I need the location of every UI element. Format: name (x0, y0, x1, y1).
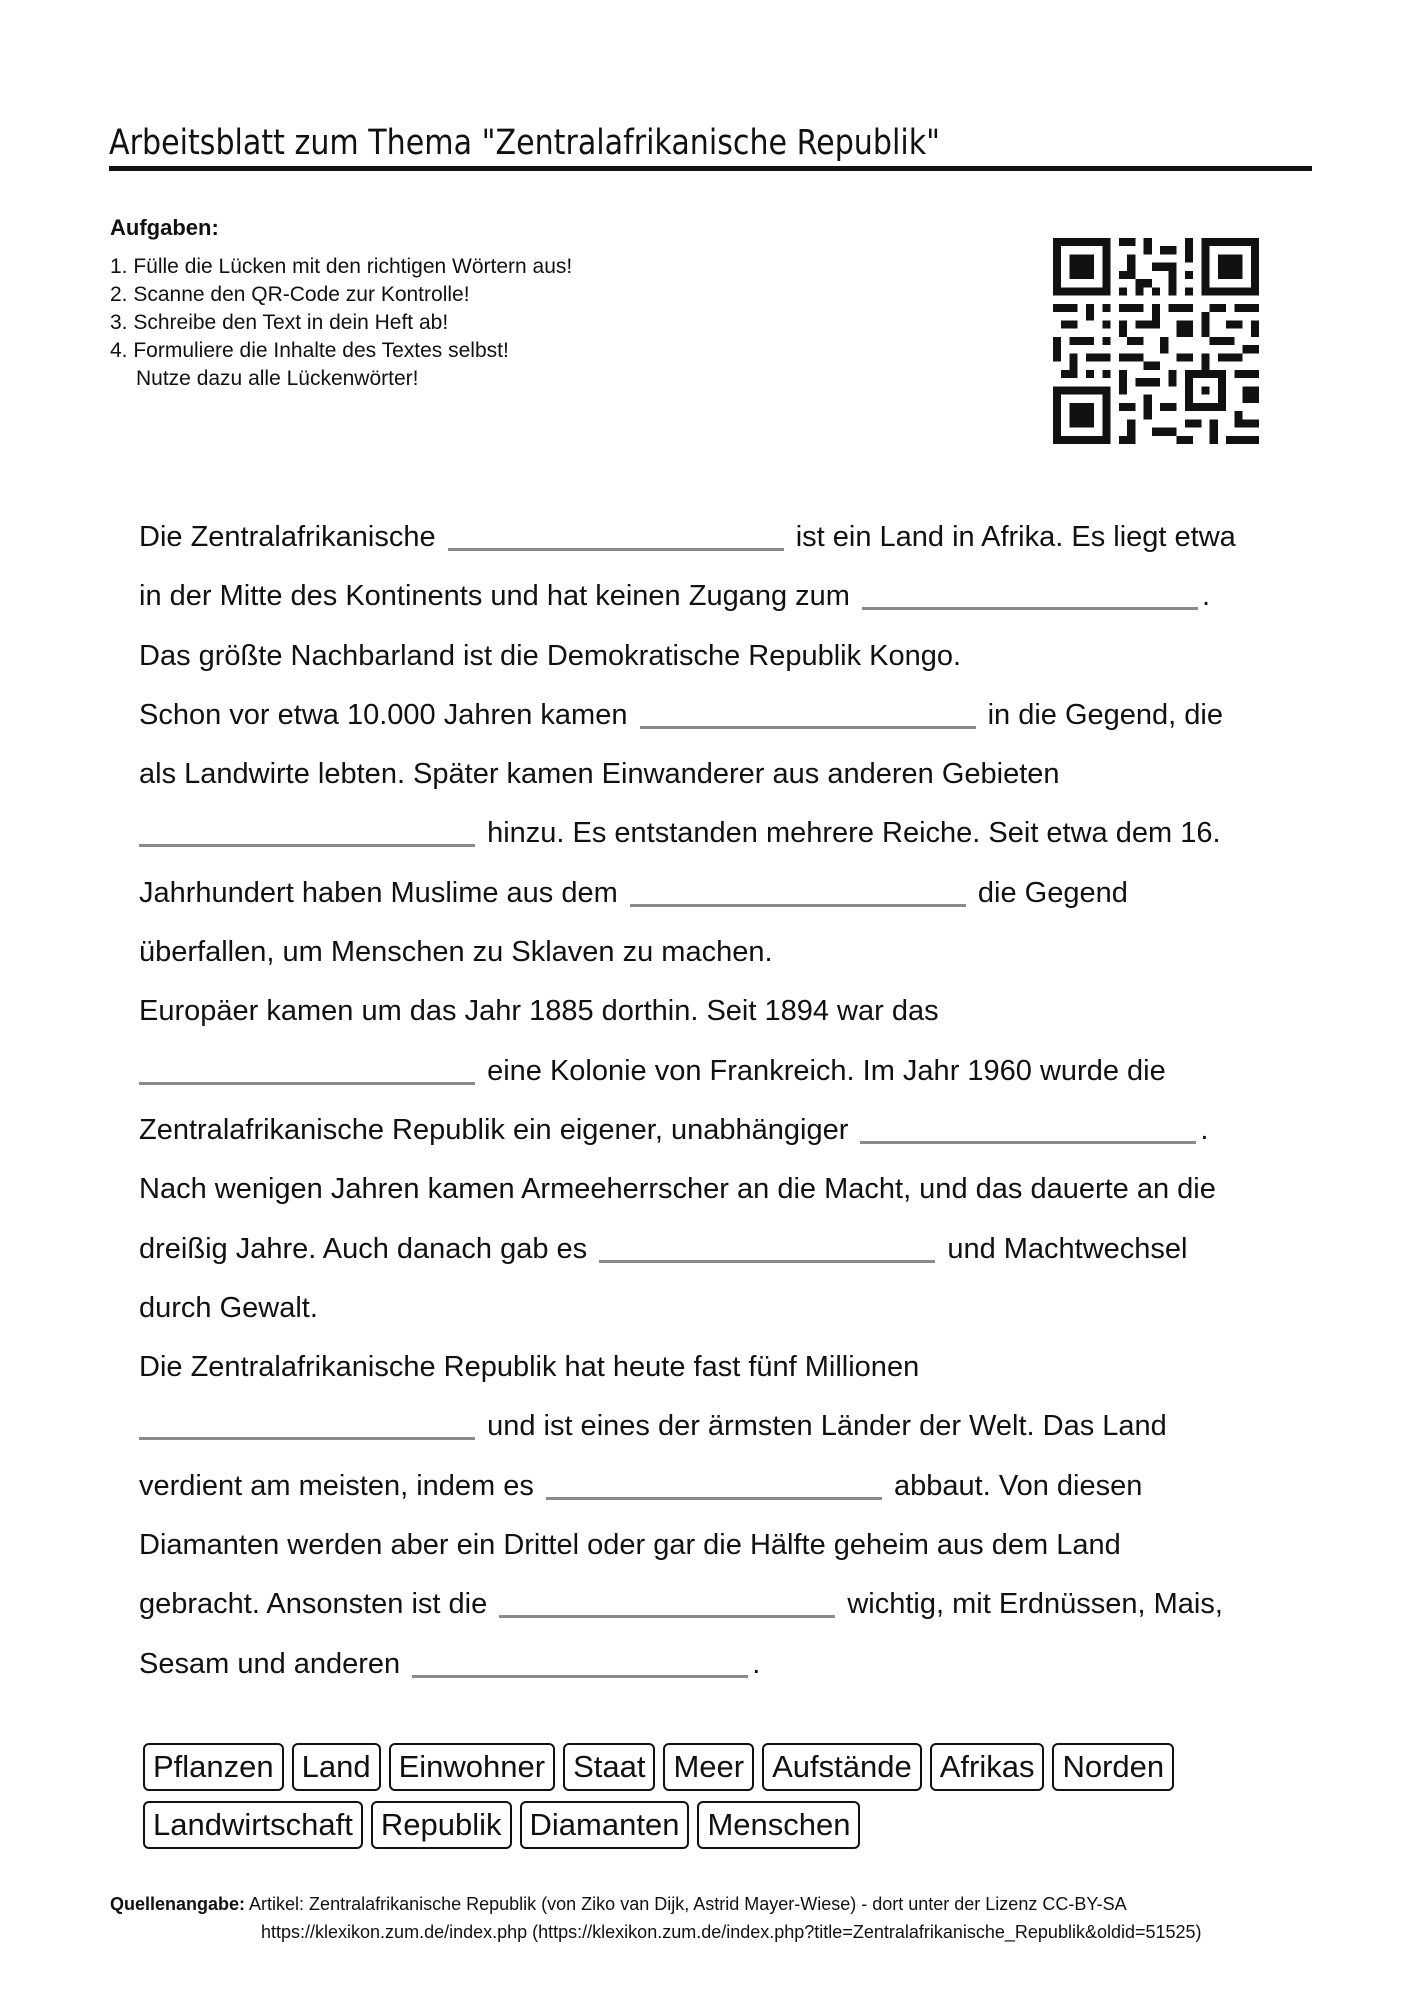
cloze-text (139, 508, 1299, 1694)
word-chip[interactable]: Afrikas (930, 1743, 1045, 1791)
tasks-list (110, 253, 572, 393)
text-line: dreißig Jahre. Auch danach gab es und Machtwechsel (139, 1232, 1188, 1265)
text-line: überfallen, um Menschen zu Sklaven zu machen. (139, 936, 773, 969)
task-item: 2. Scanne den QR-Code zur Kontrolle! (110, 283, 470, 306)
text-line: eine Kolonie von Frankreich. Im Jahr 1960 wurde die (139, 1042, 1299, 1101)
source-url[interactable]: https://klexikon.zum.de/index.php (https://klexikon.zum.de/index.php?title=Zentralafrikanische_Republik&oldid=51525) (261, 1922, 1202, 1942)
word-chip[interactable]: Land (292, 1743, 381, 1791)
blank-gap[interactable] (546, 1471, 882, 1500)
text-line: Die Zentralafrikanische ist ein Land in Afrika. Es liegt etwa (139, 521, 1236, 553)
source-text: Artikel: Zentralafrikanische Republik (von Ziko van Dijk, Astrid Mayer-Wiese) - dort unter der Lizenz CC-BY-SA (249, 1894, 1127, 1914)
text-line: Schon vor etwa 10.000 Jahren kamen in die Gegend, die (139, 698, 1223, 731)
word-chip[interactable]: Staat (563, 1743, 655, 1791)
blank-gap[interactable] (412, 1649, 748, 1678)
text-line: Europäer kamen um das Jahr 1885 dorthin. Seit 1894 war das (139, 995, 939, 1028)
blank-gap[interactable] (448, 522, 784, 551)
text-line: Das größte Nachbarland ist die Demokratische Republik Kongo. (139, 639, 962, 672)
text-line: verdient am meisten, indem es abbaut. Von diesen (139, 1469, 1143, 1502)
text-line: hinzu. Es entstanden mehrere Reiche. Seit etwa dem 16. (139, 804, 1299, 863)
tasks-heading: Aufgaben: (110, 215, 219, 240)
text-line: Nach wenigen Jahren kamen Armeeherrscher an die Macht, und das dauerte an die (139, 1173, 1216, 1206)
text-line: Zentralafrikanische Republik ein eigener, unabhängiger . (139, 1113, 1209, 1146)
text-line: Sesam und anderen . (139, 1647, 761, 1680)
word-chip[interactable]: Norden (1052, 1743, 1174, 1791)
qr-code-icon[interactable] (1053, 238, 1259, 444)
word-bank-row (143, 1801, 1293, 1849)
text-line: Diamanten werden aber ein Drittel oder gar die Hälfte geheim aus dem Land (139, 1529, 1121, 1562)
text-line: durch Gewalt. (139, 1291, 318, 1324)
worksheet-title: Arbeitsblatt zum Thema "Zentralafrikanische Republik" (109, 123, 940, 163)
word-chip[interactable]: Landwirtschaft (143, 1801, 363, 1849)
blank-gap[interactable] (860, 1115, 1196, 1144)
word-chip[interactable]: Menschen (697, 1801, 860, 1849)
task-item: 4. Formuliere die Inhalte des Textes selbst! (110, 339, 509, 362)
blank-gap[interactable] (640, 700, 976, 729)
text-line: Die Zentralafrikanische Republik hat heute fast fünf Millionen (139, 1351, 920, 1384)
blank-gap[interactable] (630, 878, 966, 907)
word-bank-row (143, 1743, 1293, 1791)
word-chip[interactable]: Einwohner (389, 1743, 555, 1791)
word-chip[interactable]: Meer (663, 1743, 754, 1791)
blank-gap[interactable] (139, 1411, 475, 1440)
blank-gap[interactable] (139, 818, 475, 847)
text-line: in der Mitte des Kontinents und hat keinen Zugang zum . (139, 580, 1211, 613)
task-item: 3. Schreibe den Text in dein Heft ab! (110, 311, 449, 334)
text-line: gebracht. Ansonsten ist die wichtig, mit Erdnüssen, Mais, (139, 1588, 1223, 1621)
blank-gap[interactable] (499, 1589, 835, 1618)
task-item: 1. Fülle die Lücken mit den richtigen Wörtern aus! (110, 255, 573, 278)
source-label: Quellenangabe: (110, 1894, 246, 1914)
word-bank (143, 1743, 1293, 1859)
source-attribution (110, 1890, 1202, 1946)
task-item-continuation: Nutze dazu alle Lückenwörter! (136, 367, 419, 390)
blank-gap[interactable] (862, 581, 1198, 610)
word-chip[interactable]: Diamanten (520, 1801, 690, 1849)
text-line: und ist eines der ärmsten Länder der Welt. Das Land (139, 1397, 1299, 1456)
title-rule (109, 166, 1312, 171)
text-line: Jahrhundert haben Muslime aus dem die Gegend (139, 876, 1128, 909)
word-chip[interactable]: Aufstände (762, 1743, 922, 1791)
word-chip[interactable]: Pflanzen (143, 1743, 284, 1791)
blank-gap[interactable] (139, 1056, 475, 1085)
word-chip[interactable]: Republik (371, 1801, 512, 1849)
text-line: als Landwirte lebten. Später kamen Einwanderer aus anderen Gebieten (139, 758, 1060, 791)
blank-gap[interactable] (599, 1234, 935, 1263)
